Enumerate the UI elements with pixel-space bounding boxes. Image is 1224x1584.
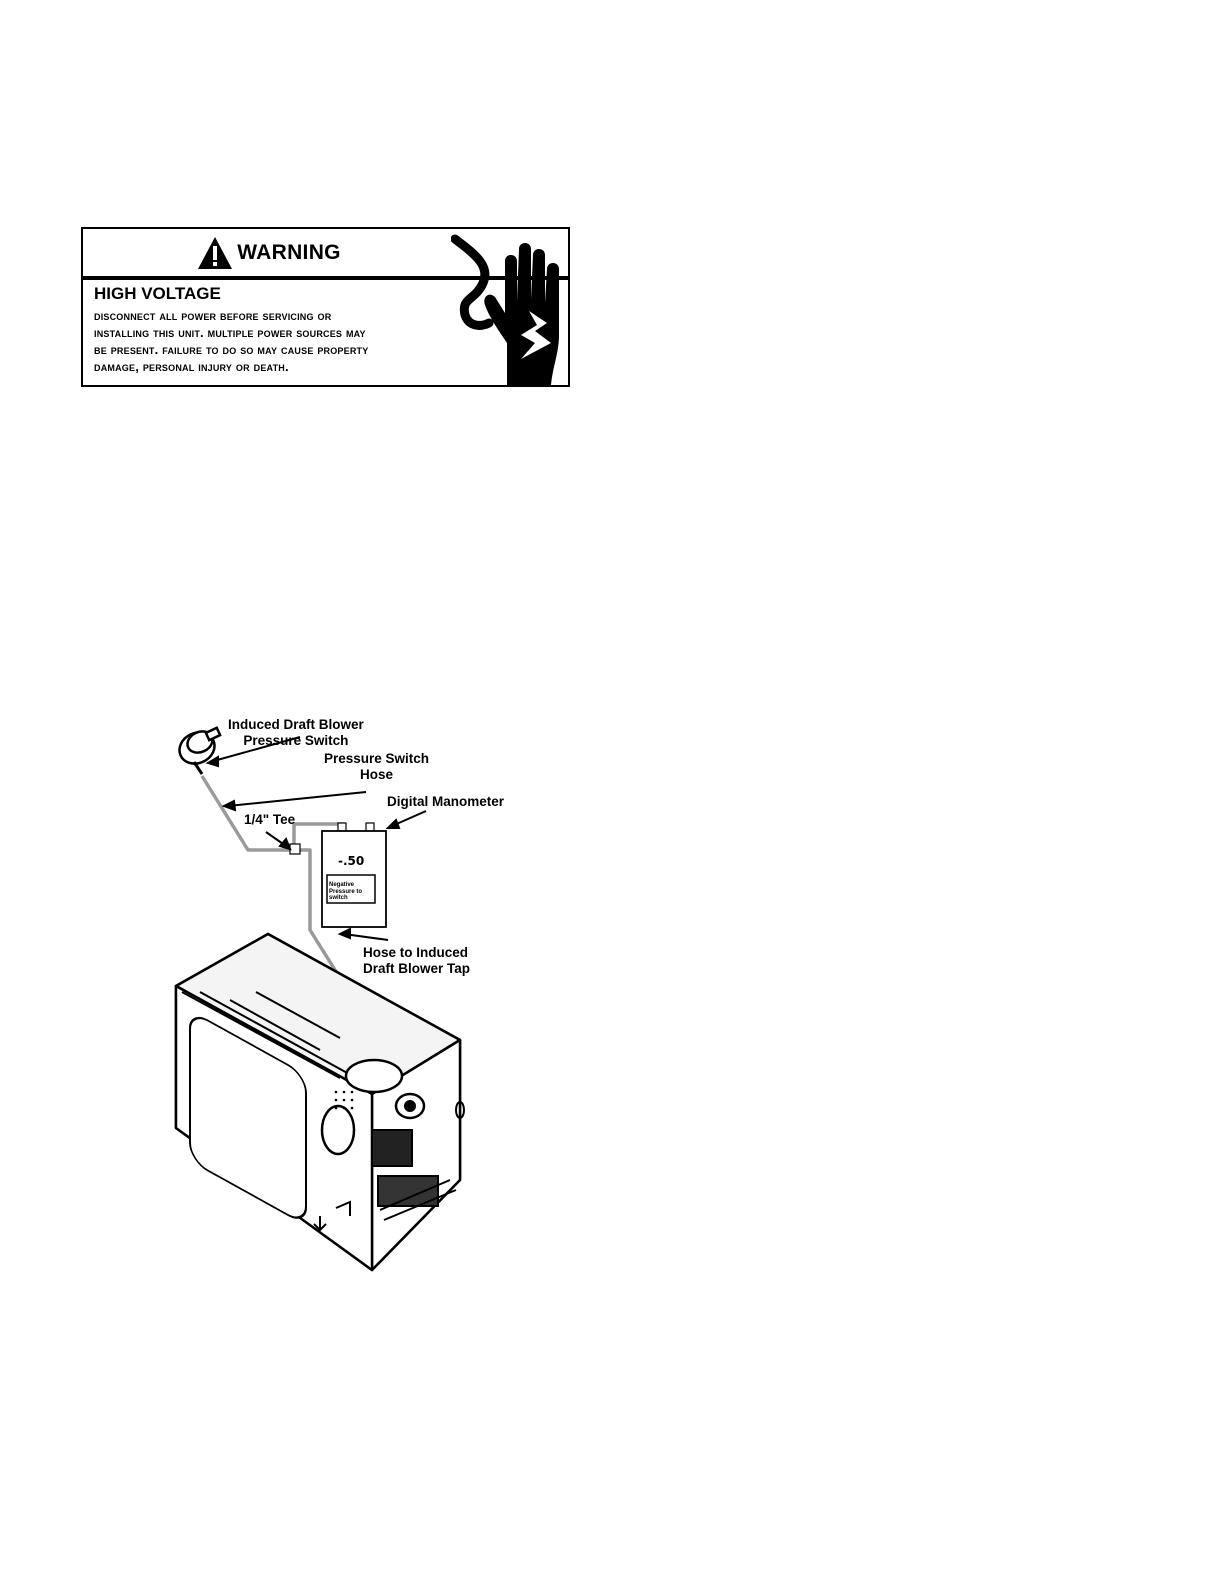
high-voltage-warning-label	[81, 227, 570, 387]
manometer-label: Digital Manometer	[387, 794, 505, 809]
electric-shock-hand-icon	[451, 231, 569, 387]
hose-label: Pressure Switch Hose	[324, 751, 430, 782]
warning-line: disconnect all power before servicing or	[94, 308, 332, 323]
digital-manometer-icon	[322, 823, 386, 927]
manometer-reading: -.50	[338, 854, 365, 868]
warning-heading: HIGH VOLTAGE	[94, 284, 221, 303]
blower-tap-label: Hose to Induced Draft Blower Tap	[363, 945, 471, 976]
warning-line: damage, personal injury or death.	[94, 359, 289, 374]
pressure-switch-label: Induced Draft Blower Pressure Switch	[228, 717, 364, 748]
inducer-blower-icon	[346, 1060, 402, 1092]
manometer-connection-diagram	[160, 710, 520, 1280]
warning-title: WARNING	[237, 241, 341, 264]
manometer-note: Negative Pressure to switch	[329, 882, 363, 901]
pressure-switch-icon	[174, 727, 220, 774]
warning-triangle-icon	[197, 236, 233, 270]
tee-label: 1/4" Tee	[244, 812, 296, 827]
warning-body	[94, 284, 494, 375]
tee-fitting-icon	[290, 844, 300, 854]
warning-header	[83, 229, 455, 277]
warning-line: be present. failure to do so may cause property	[94, 342, 369, 357]
warning-line: installing this unit. multiple power sources may	[94, 325, 366, 340]
leader-line	[228, 792, 366, 806]
